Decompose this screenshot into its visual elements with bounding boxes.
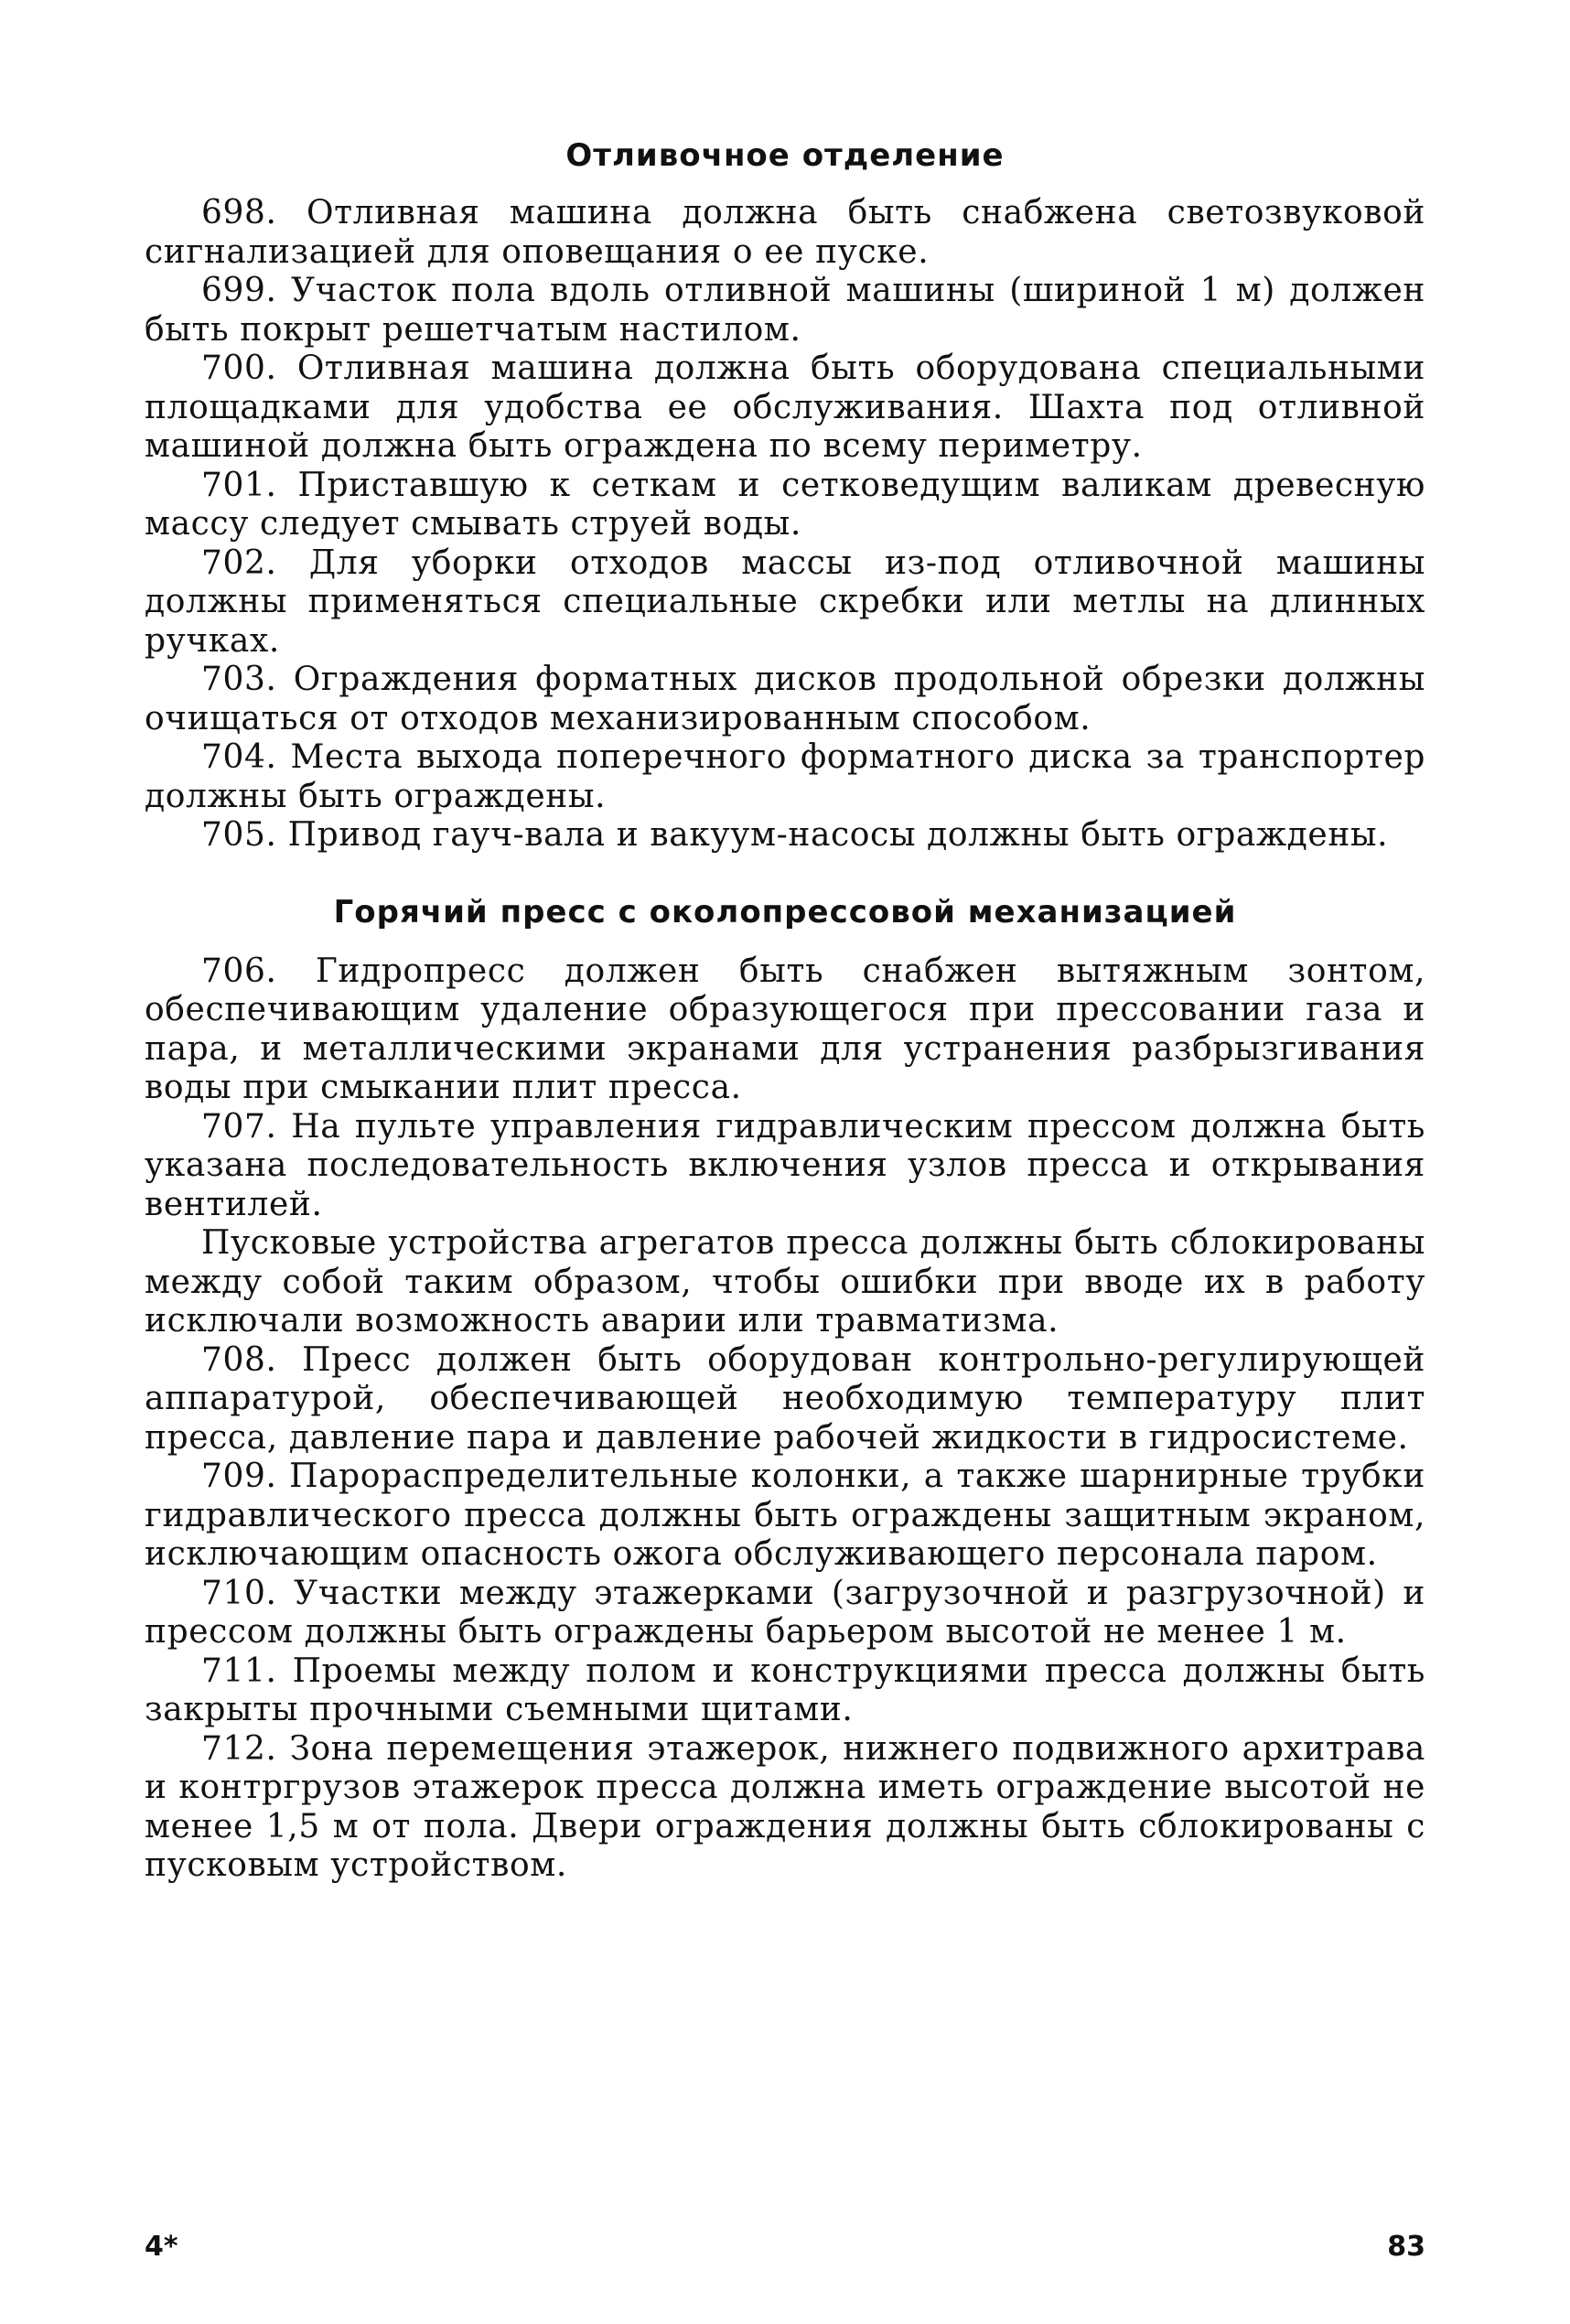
- paragraph-707: 707. На пульте управления гидравлическим прессом должна быть указана последовательность включения узлов пресса и открывания вентилей.: [145, 1107, 1425, 1223]
- paragraph-705: 705. Привод гауч-вала и вакуум-насосы должны быть ограждены.: [201, 816, 1389, 854]
- section-title-casting: Отливочное отделение: [565, 137, 1005, 174]
- paragraph-704: 704. Места выхода поперечного форматного диска за транспортер должны быть ограждены.: [145, 738, 1425, 815]
- paragraph-708: 708. Пресс должен быть оборудован контрольно-регулирующей аппаратурой, обеспечивающей необходимую температуру плит пресса, давление пара и давление рабочей жидкости в гидросистеме.: [145, 1340, 1425, 1457]
- section-title-hot-press: Горячий пресс с околопрессовой механизацией: [333, 893, 1237, 931]
- page-content: [145, 119, 1425, 1886]
- paragraph-699: 699. Участок пола вдоль отливной машины (шириной 1 м) должен быть покрыт решетчатым настилом.: [145, 272, 1425, 349]
- paragraph-706: 706. Гидропресс должен быть снабжен вытяжным зонтом, обеспечивающим удаление образующегося при прессовании газа и пара, и металлическими экранами для устранения разбрызгивания воды при смыкании плит пресса.: [145, 952, 1425, 1106]
- paragraph-702: 702. Для уборки отходов массы из-под отливочной машины должны применяться специальные скребки или метлы на длинных ручках.: [145, 543, 1425, 660]
- paragraph-698: 698. Отливная машина должна быть снабжена светозвуковой сигнализацией для оповещания о ее пуске.: [145, 194, 1425, 271]
- paragraph-703: 703. Ограждения форматных дисков продольной обрезки должны очищаться от отходов механизированным способом.: [145, 661, 1425, 737]
- paragraph-712: 712. Зона перемещения этажерок, нижнего подвижного архитрава и контргрузов этажерок пресса должна иметь ограждение высотой не менее 1,5 м от пола. Двери ограждения должны быть сблокированы с пусковым устройством.: [145, 1729, 1425, 1884]
- paragraph-711: 711. Проемы между полом и конструкциями пресса должны быть закрыты прочными съемными щитами.: [145, 1652, 1425, 1728]
- paragraph-709: 709. Парораспределительные колонки, а также шарнирные трубки гидравлического пресса должны быть ограждены защитным экраном, исключающим опасность ожога обслуживающего персонала паром.: [145, 1458, 1425, 1573]
- paragraph-710: 710. Участки между этажерками (загрузочной и разгрузочной) и прессом должны быть ограждены барьером высотой не менее 1 м.: [145, 1574, 1425, 1651]
- page-number: 83: [1387, 2231, 1425, 2263]
- paragraph-701: 701. Приставшую к сеткам и сетковедущим валикам древесную массу следует смывать струей воды.: [145, 466, 1425, 543]
- paragraph-700: 700. Отливная машина должна быть оборудована специальными площадками для удобства ее обслуживания. Шахта под отливной машиной должна быть ограждена по всему периметру.: [145, 350, 1425, 465]
- paragraph-707-continued: Пусковые устройства агрегатов пресса должны быть сблокированы между собой таким образом, чтобы ошибки при вводе их в работу исключали возможность аварии или травматизма.: [145, 1224, 1425, 1340]
- signature-mark: 4*: [145, 2231, 178, 2263]
